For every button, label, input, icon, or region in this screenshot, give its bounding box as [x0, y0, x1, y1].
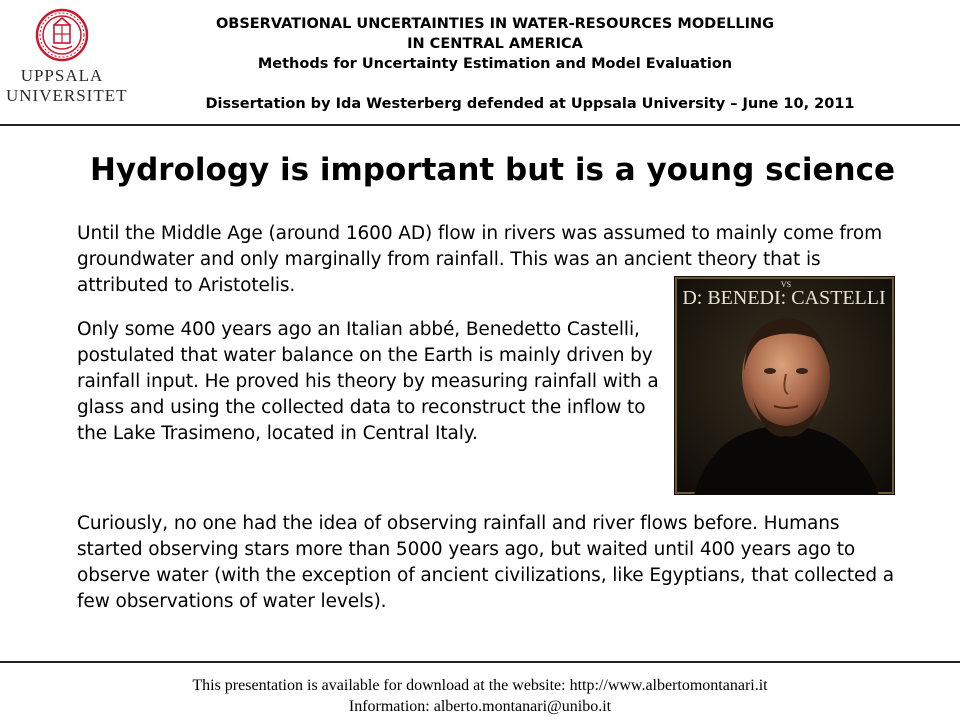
- paragraph-castelli: Only some 400 years ago an Italian abbé, Benedetto Castelli, postulated that water balance on the Earth is mainly driven by rainfall input. He proved his theory by measuring rainfall with a glass and using the collected data to reconstruct the inflow to the Lake Trasimeno, located in Central Italy.: [77, 319, 659, 444]
- header-dissertation: Dissertation by Ida Westerberg defended at Uppsala University – June 10, 2011: [205, 96, 855, 112]
- uppsala-university-logo: [6, 8, 128, 116]
- university-seal-icon: [30, 8, 94, 62]
- logo-line-universitet: UNIVERSITET: [6, 86, 128, 105]
- footer-website: This presentation is available for download at the website: http://www.albertomontanari.it: [192, 677, 768, 694]
- slide-title: Hydrology is important but is a young science: [89, 152, 896, 188]
- footer-contact: Information: alberto.montanari@unibo.it: [348, 698, 612, 715]
- header-title-line2: IN CENTRAL AMERICA: [407, 36, 583, 52]
- header-divider: [0, 124, 960, 126]
- castelli-portrait: [674, 276, 895, 495]
- footer: [0, 675, 960, 717]
- paragraph-aristotle: Until the Middle Age (around 1600 AD) flow in rivers was assumed to mainly come from groundwater and only marginally from rainfall. This was an ancient theory that is attributed to Aristotelis.: [77, 223, 883, 296]
- header-subtitle: Methods for Uncertainty Estimation and Model Evaluation: [257, 56, 733, 72]
- header-title: [150, 14, 840, 54]
- logo-line-uppsala: UPPSALA: [20, 66, 104, 85]
- paragraph-observations: Curiously, no one had the idea of observing rainfall and river flows before. Humans started observing stars more than 5000 years ago, but waited until 400 years ago to observe water (with the exception of ancient civilizations, like Egyptians, that collected a few observations of water levels).: [77, 513, 895, 612]
- header-title-line1: OBSERVATIONAL UNCERTAINTIES IN WATER-RESOURCES MODELLING: [215, 16, 775, 32]
- portrait-inscription: D: BENEDI: CASTELLI: [682, 287, 886, 309]
- portrait-inscription-small: VS: [780, 280, 792, 289]
- footer-divider: [0, 661, 960, 663]
